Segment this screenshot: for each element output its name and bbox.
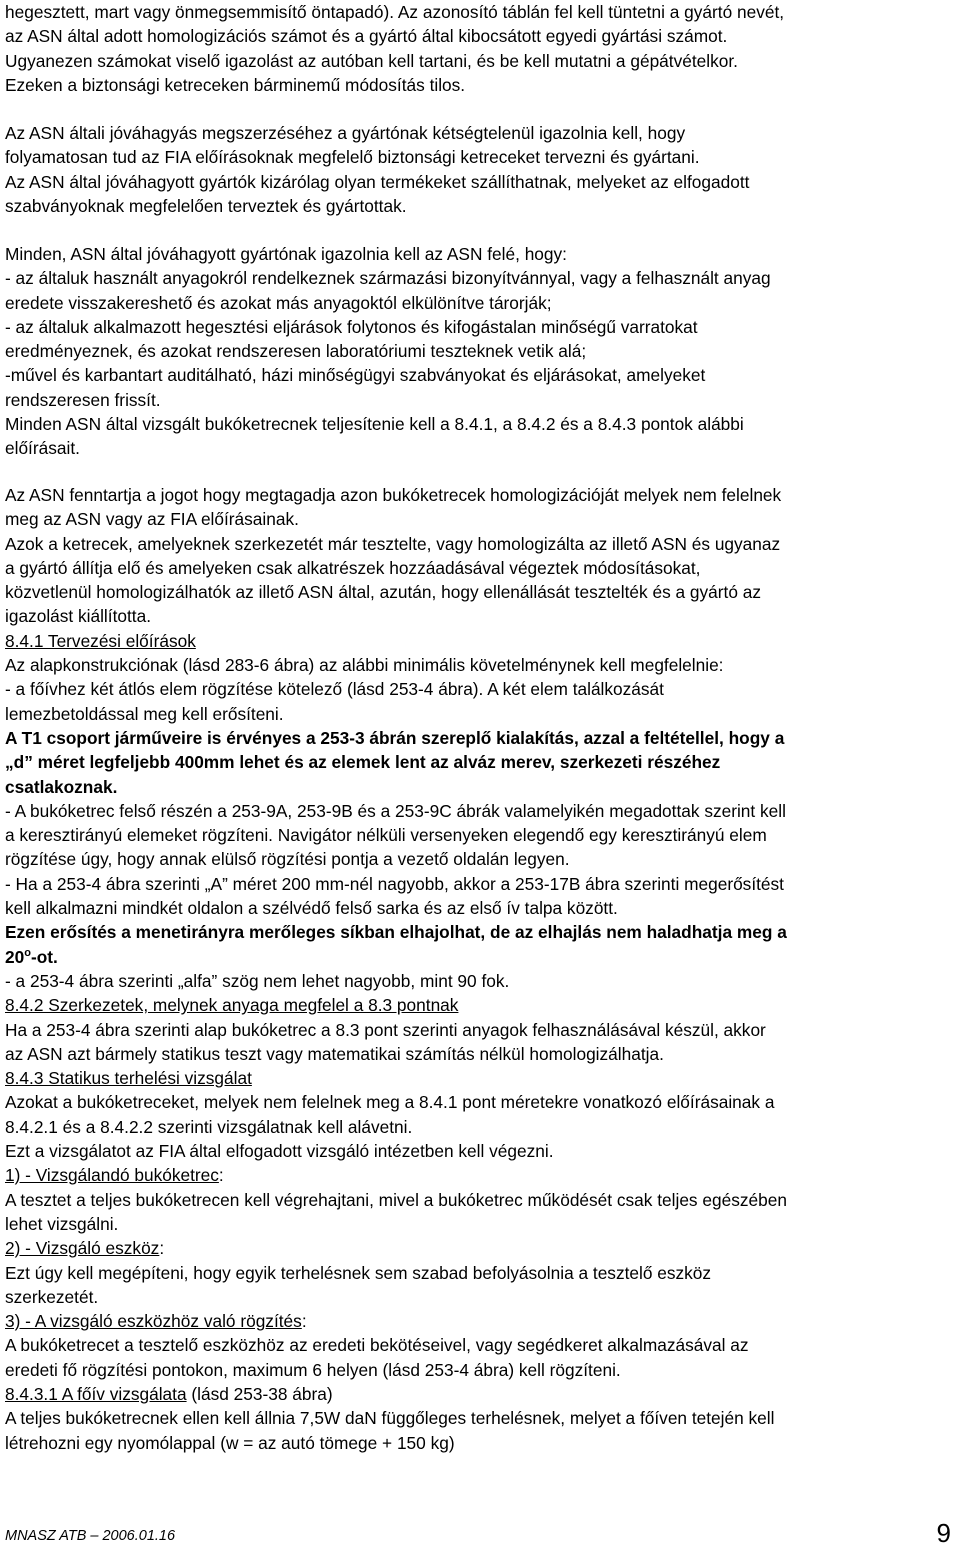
text-line: -művel és karbantart auditálható, házi minőségügyi szabványokat és eljárásokat, amelyeket bbox=[5, 365, 706, 386]
text-line: a keresztirányú elemeket rögzíteni. Navigátor nélküli versenyeken elegendő egy keresztirányú elem bbox=[5, 825, 767, 846]
text-line: Ezt a vizsgálatot az FIA által elfogadott vizsgáló intézetben kell végezni. bbox=[5, 1141, 554, 1162]
text-line: Minden, ASN által jóváhagyott gyártónak igazolnia kell az ASN felé, hogy: bbox=[5, 244, 567, 264]
text-line: - az általuk használt anyagokról rendelkeznek származási bizonyítvánnyal, vagy a felhasznált anyag bbox=[5, 268, 771, 289]
footer-document-id: MNASZ ATB – 2006.01.16 bbox=[5, 1528, 176, 1544]
text-line: létrehozni egy nyomólappal (w = az autó tömege + 150 kg) bbox=[5, 1432, 455, 1453]
text-line: előírásait. bbox=[5, 438, 80, 459]
bold-line: A T1 csoport járműveire is érvényes a 253-3 ábrán szereplő kialakítás, azzal a feltétellel, hogy a bbox=[5, 727, 785, 748]
text-line: - a főívhez két átlós elem rögzítése kötelező (lásd 253-4 ábra). A két elem találkozását bbox=[5, 679, 664, 700]
text-line: - Ha a 253-4 ábra szerinti „A” méret 200 mm-nél nagyobb, akkor a 253-17B ábra szerinti megerősítést bbox=[5, 873, 784, 894]
text-line: az ASN által adott homologizációs számot és a gyártó által kibocsátott egyedi gyártási számot. bbox=[5, 26, 728, 47]
bold-line: „d” méret legfeljebb 400mm lehet és az elemek lent az alváz merev, szerkezeti részéhez bbox=[5, 752, 721, 773]
text-line: eredményeznek, és azokat rendszeresen laboratóriumi teszteknek vetik alá; bbox=[5, 341, 587, 362]
text-line: Ezt úgy kell megépíteni, hogy egyik terhelésnek sem szabad befolyásolnia a tesztelő eszköz bbox=[5, 1262, 712, 1283]
text-line: A tesztet a teljes bukóketrecen kell végrehajtani, mivel a bukóketrec működését csak teljes egészében bbox=[5, 1189, 787, 1210]
text-line: rendszeresen frissít. bbox=[5, 389, 161, 410]
text-line: rögzítése úgy, hogy annak elülső rögzítési pontja a vezető oldalán legyen. bbox=[5, 849, 570, 870]
bold-line: csatlakoznak. bbox=[5, 776, 118, 797]
text-line: - A bukóketrec felső részén a 253-9A, 253-9B és a 253-9C ábrák valamelyikén megadottak szerint kell bbox=[5, 800, 786, 821]
section-8-4-1-intro: Az alapkonstrukciónak (lásd 283-6 ábra) az alábbi minimális követelménynek kell megfelelnie: bbox=[5, 655, 724, 676]
text-line: szerkezetét. bbox=[5, 1286, 99, 1307]
item-2-label: 2) - Vizsgáló eszköz: bbox=[5, 1238, 165, 1259]
degree-superscript: o bbox=[24, 946, 31, 959]
text-line: eredeti fő rögzítési pontokon, maximum 6 helyen (lásd 253-4 ábra) kell rögzíteni. bbox=[5, 1359, 621, 1380]
bold-line: Ezen erősítés a menetirányra merőleges síkban elhajolhat, de az elhajlás nem haladhatja meg a bbox=[5, 922, 787, 943]
text-line: eredete visszakereshető és azokat más anyagoktól elkülönítve tárorják; bbox=[5, 292, 552, 313]
text-line: szabványoknak megfelelően terveztek és gyártottak. bbox=[5, 195, 407, 216]
text-line: Ha a 253-4 ábra szerinti alap bukóketrec a 8.3 pont szerinti anyagok felhasználásával készül, akkor bbox=[5, 1019, 766, 1040]
text-line: hegesztett, mart vagy önmegsemmisítő öntapadó). Az azonosító táblán fel kell tüntetni a gyártó nevét, bbox=[5, 2, 785, 22]
paragraph-asn-approval bbox=[5, 121, 955, 218]
text-line: Az ASN fenntartja a jogot hogy megtagadja azon bukóketrecek homologizációját melyek nem felelnek bbox=[5, 485, 782, 505]
paragraph-identification-plate bbox=[5, 0, 955, 97]
bold-line-degrees: 20$^o$-ot. bbox=[5, 946, 58, 967]
text-line: lemezbetoldással meg kell erősíteni. bbox=[5, 703, 284, 724]
section-heading-8-4-2: 8.4.2 Szerkezetek, melynek anyaga megfelel a 8.3 pontnak bbox=[5, 995, 459, 1016]
paragraph-manufacturer-requirements bbox=[5, 242, 955, 461]
text-line: - az általuk alkalmazott hegesztési eljárások folytonos és kifogástalan minőségű varratokat bbox=[5, 316, 698, 337]
text-line: Ugyanezen számokat viselő igazolást az autóban kell tartani, és be kell mutatni a gépátvételkor. bbox=[5, 50, 738, 71]
text-line: Az ASN által jóváhagyott gyártók kizárólag olyan termékeket szállíthatnak, melyeket az elfogadott bbox=[5, 171, 750, 192]
text-line: a gyártó állítja elő és amelyeken csak alkatrészek hozzáadásával végeztek módosításokat, bbox=[5, 557, 701, 578]
page-number: 9 bbox=[936, 1518, 951, 1548]
item-1-label: 1) - Vizsgálandó bukóketrec: bbox=[5, 1165, 224, 1186]
text-line: az ASN azt bármely statikus teszt vagy matematikai számítás nélkül homologizálhatja. bbox=[5, 1043, 664, 1064]
text-line: Azok a ketrecek, amelyeknek szerkezetét már tesztelte, vagy homologizálta az illető ASN és ugyanaz bbox=[5, 533, 781, 554]
text-line: A teljes bukóketrecnek ellen kell állnia 7,5W daN függőleges terhelésnek, melyet a főíven tetején kell bbox=[5, 1408, 775, 1429]
text-line: Az ASN általi jóváhagyás megszerzéséhez a gyártónak kétségtelenül igazolnia kell, hogy bbox=[5, 123, 686, 143]
text-line: Azokat a bukóketreceket, melyek nem felelnek meg a 8.4.1 pont méretekre vonatkozó előírásainak a bbox=[5, 1092, 775, 1113]
paragraph-asn-rights bbox=[5, 483, 955, 1455]
text-line: lehet vizsgálni. bbox=[5, 1213, 119, 1234]
text-line: folyamatosan tud az FIA előírásoknak megfelelő biztonsági ketreceket tervezni és gyártani. bbox=[5, 147, 700, 168]
section-heading-8-4-3-1: 8.4.3.1 A főív vizsgálata (lásd 253-38 ábra) bbox=[5, 1383, 333, 1404]
text-line: közvetlenül homologizálhatók az illető ASN által, azután, hogy ellenállását tesztelték és a gyártó az bbox=[5, 582, 762, 603]
section-heading-8-4-1: 8.4.1 Tervezési előírások bbox=[5, 630, 196, 651]
text-line: igazolást kiállította. bbox=[5, 606, 152, 627]
text-line: 8.4.2.1 és a 8.4.2.2 szerinti vizsgálatnak kell alávetni. bbox=[5, 1116, 413, 1137]
text-line: - a 253-4 ábra szerinti „alfa” szög nem lehet nagyobb, mint 90 fok. bbox=[5, 970, 510, 991]
text-line: meg az ASN vagy az FIA előírásainak. bbox=[5, 509, 299, 530]
text-line: Ezeken a biztonsági ketreceken bárminemű módosítás tilos. bbox=[5, 74, 466, 95]
section-heading-8-4-3: 8.4.3 Statikus terhelési vizsgálat bbox=[5, 1068, 252, 1089]
text-line: kell alkalmazni mindkét oldalon a szélvédő felső sarka és az első ív talpa között. bbox=[5, 898, 618, 919]
item-3-label: 3) - A vizsgáló eszközhöz való rögzítés: bbox=[5, 1311, 307, 1332]
text-line: A bukóketrecet a tesztelő eszközhöz az eredeti bekötéseivel, vagy segédkeret alkalmazásával az bbox=[5, 1335, 749, 1356]
text-line: Minden ASN által vizsgált bukóketrecnek teljesítenie kell a 8.4.1, a 8.4.2 és a 8.4.3 pontok alábbi bbox=[5, 414, 744, 435]
